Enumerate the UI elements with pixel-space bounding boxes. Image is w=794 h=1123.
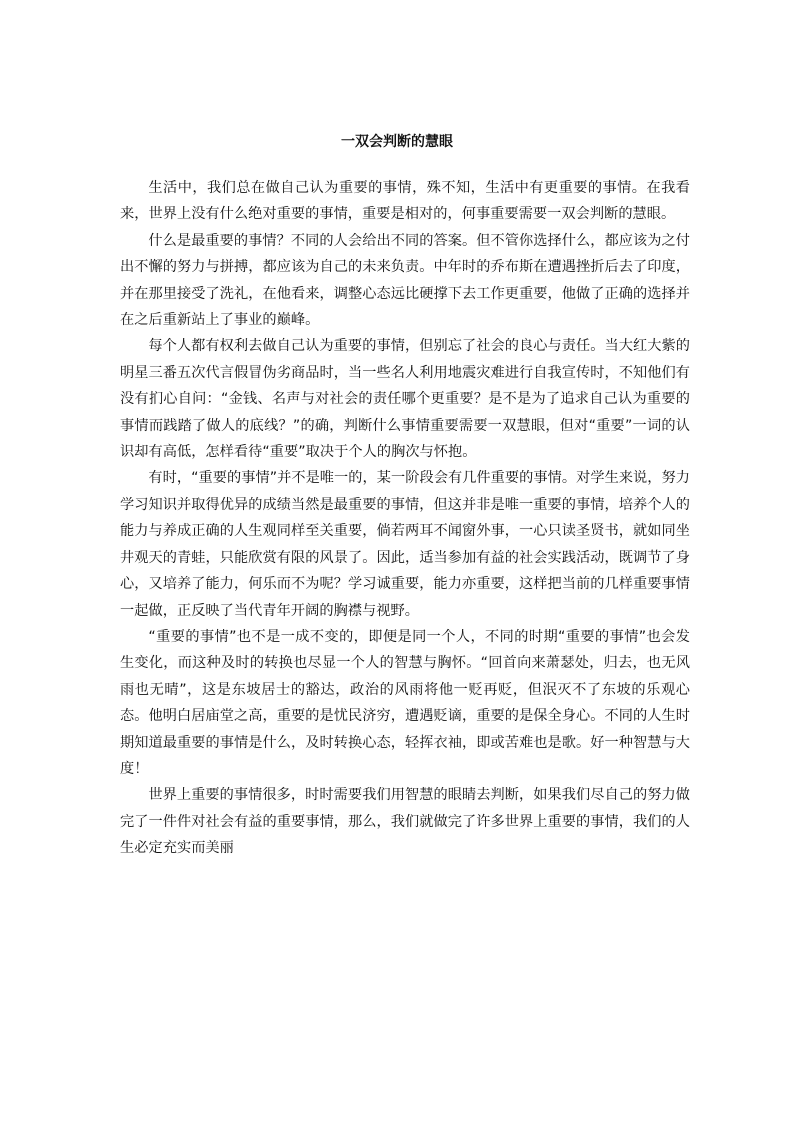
paragraph-2: 什么是最重要的事情？不同的人会给出不同的答案。但不管你选择什么，都应该为之付出不懈的努力与拼搏，都应该为自己的未来负责。中年时的乔布斯在遭遇挫折后去了印度，并在那里接受了洗礼，在他看来，调整心态远比硬撑下去工作更重要，他做了正确的选择并在之后重新站上了事业的巅峰。 [120, 232, 690, 329]
document-body [120, 175, 690, 862]
paragraph-4: 有时，“重要的事情”并不是唯一的，某一阶段会有几件重要的事情。对学生来说，努力学习知识并取得优异的成绩当然是最重要的事情，但这并非是唯一重要的事情，培养个人的能力与养成正确的人生观同样至关重要，倘若两耳不闻窗外事，一心只读圣贤书，就如同坐井观天的青蛙，只能欣赏有限的风景了。因此，适当参加有益的社会实践活动，既调节了身心，又培养了能力，何乐而不为呢？学习诚重要，能力亦重要，这样把当前的几样重要事情一起做，正反映了当代青年开阔的胸襟与视野。 [120, 470, 690, 619]
paragraph-5: “重要的事情”也不是一成不变的，即便是同一个人，不同的时期“重要的事情”也会发生变化，而这种及时的转换也尽显一个人的智慧与胸怀。“回首向来萧瑟处，归去，也无风雨也无晴”，这是东坡居士的豁达，政治的风雨将他一贬再贬，但泯灭不了东坡的乐观心态。他明白居庙堂之高，重要的是忧民济穷，遭遇贬谪，重要的是保全身心。不同的人生时期知道最重要的事情是什么，及时转换心态，轻挥衣袖，即或苦难也是歌。好一种智慧与大度！ [120, 628, 690, 777]
paragraph-6: 世界上重要的事情很多，时时需要我们用智慧的眼睛去判断，如果我们尽自己的努力做完了一件件对社会有益的重要事情，那么，我们就做完了许多世界上重要的事情，我们的人生必定充实而美丽 [120, 787, 690, 857]
paragraph-3: 每个人都有权利去做自己认为重要的事情，但别忘了社会的良心与责任。当大红大紫的明星三番五次代言假冒伪劣商品时，当一些名人利用地震灾难进行自我宣传时，不知他们有没有扪心自问：“金钱、名声与对社会的责任哪个更重要？是不是为了追求自己认为重要的事情而践踏了做人的底线？”的确，判断什么事情重要需要一双慧眼，但对“重要”一词的认识却有高低，怎样看待“重要”取决于个人的胸次与怀抱。 [120, 338, 690, 461]
document-title: 一双会判断的慧眼 [341, 134, 453, 150]
paragraph-1: 生活中，我们总在做自己认为重要的事情，殊不知，生活中有更重要的事情。在我看来，世界上没有什么绝对重要的事情，重要是相对的，何事重要需要一双会判断的慧眼。 [120, 180, 690, 223]
